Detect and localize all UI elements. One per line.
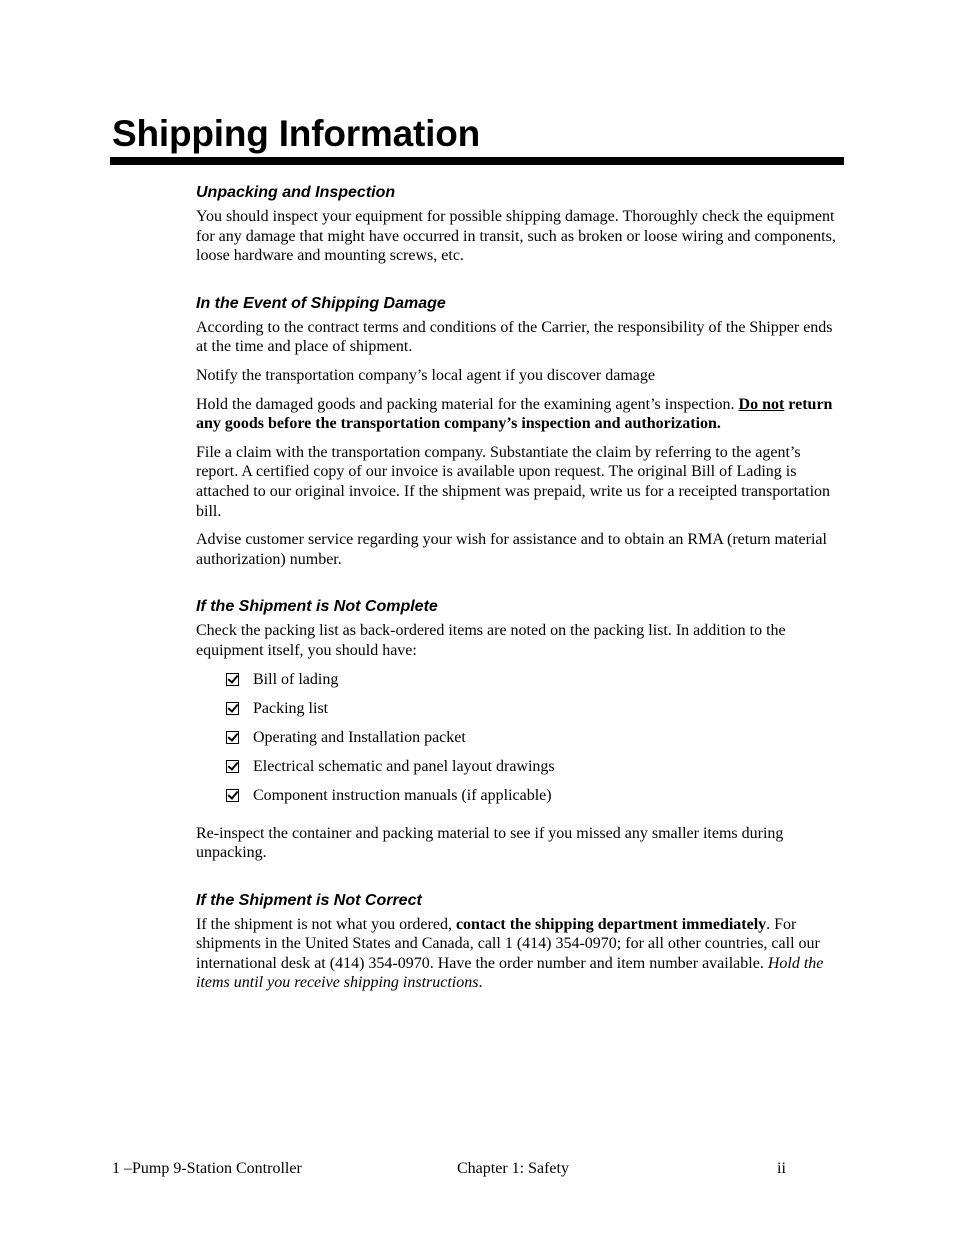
paragraph	[196, 395, 844, 434]
checked-box-icon	[226, 673, 239, 686]
page-title: Shipping Information	[112, 113, 481, 154]
checked-box-icon	[226, 760, 239, 773]
hold-instruction: Hold the items until you receive shipping instructions	[196, 954, 824, 992]
warning-emphasis: Do not	[738, 395, 785, 413]
list-item	[226, 670, 844, 699]
list-item-label: Packing list	[253, 699, 329, 717]
section-unpacking	[196, 183, 844, 266]
list-item	[226, 728, 844, 757]
checked-box-icon	[226, 789, 239, 802]
checked-box-icon	[226, 702, 239, 715]
section-heading: Unpacking and Inspection	[196, 184, 396, 201]
paragraph	[196, 915, 844, 993]
section-not-correct	[196, 891, 844, 993]
paragraph-text: If the shipment is not what you ordered,	[196, 915, 456, 933]
section-heading: In the Event of Shipping Damage	[196, 294, 446, 312]
list-item-label: Bill of lading	[253, 670, 339, 688]
paragraph-text: .	[478, 974, 483, 992]
paragraph: Re-inspect the container and packing material to see if you missed any smaller items during unpacking.	[196, 824, 784, 862]
section-heading: If the Shipment is Not Correct	[196, 891, 422, 909]
paragraph: According to the contract terms and conditions of the Carrier, the responsibility of the Shipper ends at the time and place of shipment.	[196, 318, 833, 356]
list-item	[226, 699, 844, 728]
section-not-complete	[196, 597, 844, 862]
paragraph: Notify the transportation company’s local agent if you discover damage	[196, 366, 655, 384]
contact-emphasis: contact the shipping department immediately	[455, 915, 767, 933]
list-item-label: Component instruction manuals (if applicable)	[253, 786, 552, 804]
document-body	[196, 183, 844, 993]
title-rule	[110, 157, 844, 165]
list-item-label: Electrical schematic and panel layout drawings	[253, 757, 555, 775]
checked-box-icon	[226, 731, 239, 744]
paragraph-text: Hold the damaged goods and packing material for the examining agent’s inspection.	[196, 395, 739, 413]
paragraph: You should inspect your equipment for possible shipping damage. Thoroughly check the equipment for any damage that might have occurred in transit, such as broken or loose wiring and components, loose hardware and mounting screws, etc.	[196, 208, 836, 265]
section-heading: If the Shipment is Not Complete	[196, 598, 438, 616]
section-shipping-damage	[196, 294, 844, 570]
paragraph: Advise customer service regarding your wish for assistance and to obtain an RMA (return material authorization) number.	[196, 531, 827, 568]
paragraph: File a claim with the transportation company. Substantiate the claim by referring to the agent’s report. A certified copy of our invoice is available upon request. The original Bill of Lading is attached to our original invoice. If the shipment was prepaid, write us for a receipted transportation bill.	[196, 443, 831, 520]
footer-chapter: Chapter 1: Safety	[457, 1160, 569, 1177]
paragraph-text: . For shipments in the United States and Canada, call 1 (414) 354-0970; for all other countries, call our international desk at (414) 354-0970. Have the order number and item number available.	[196, 915, 820, 972]
list-item	[226, 757, 844, 786]
footer-document-title: 1 –Pump 9-Station Controller	[112, 1160, 302, 1177]
list-item	[226, 786, 844, 815]
checklist	[196, 670, 844, 815]
warning-text: return any goods before the transportation company’s inspection and authorization.	[196, 395, 833, 433]
paragraph: Check the packing list as back-ordered items are noted on the packing list. In addition to the equipment itself, you should have:	[196, 622, 786, 659]
footer-page-number: ii	[777, 1160, 786, 1177]
list-item-label: Operating and Installation packet	[253, 728, 466, 746]
